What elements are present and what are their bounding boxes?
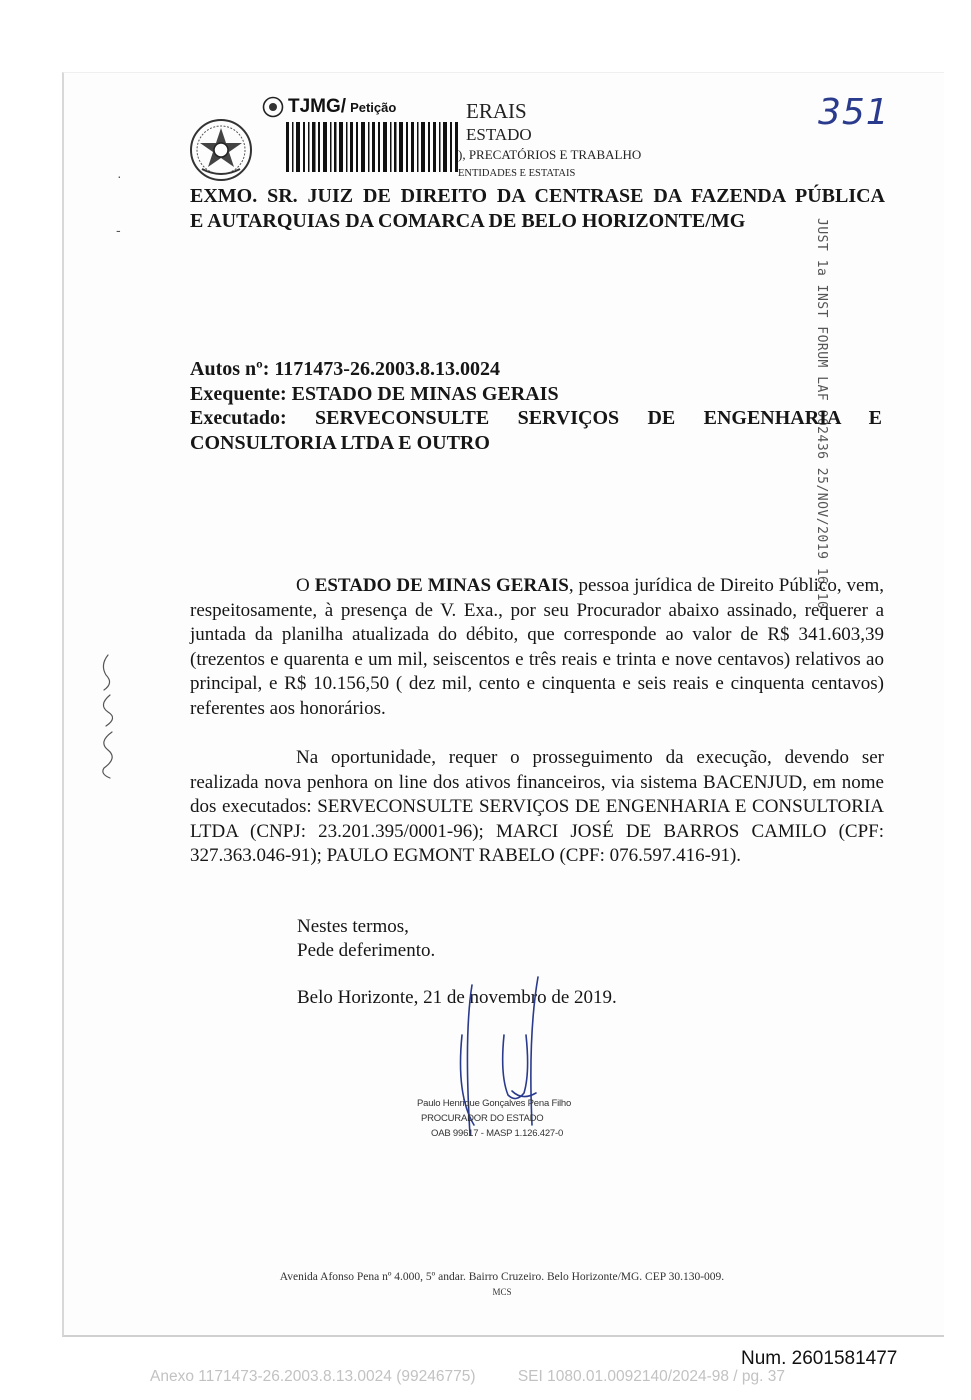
tjmg-sub-label: Petição xyxy=(350,99,397,115)
margin-mark: - xyxy=(116,222,121,238)
signer-registration: OAB 99617 - MASP 1.126.427-0 xyxy=(431,1128,564,1139)
p2-text: Na oportunidade, requer o prosseguimento da execução, devendo ser realizada nova penhora on line dos ativos financeiros, via sistema BACENJUD, em nome dos executados: SERVECONSULTE SERVIÇOS DE ENGENHARIA E CONSULTORIA LTDA (CNPJ: 23.201.395/0001-96); MARCI JOSÉ DE BARROS CAMILO (CPF: 327.363.046-91); PAULO EGMONT RABELO (CPF: 076.597.416-91). xyxy=(190,747,884,866)
closing-line-2: Pede deferimento. xyxy=(297,940,436,961)
header-line-2: ESTADO xyxy=(466,125,532,144)
autos-value: 1171473-26.2003.8.13.0024 xyxy=(274,358,500,380)
tjmg-label: TJMG/ xyxy=(288,96,347,117)
p1-intro: O xyxy=(296,575,310,596)
signer-role: PROCURADOR DO ESTADO xyxy=(421,1113,544,1124)
exequente-row xyxy=(190,382,882,407)
p1-bold: ESTADO DE MINAS GERAIS xyxy=(314,575,569,596)
case-info xyxy=(190,357,882,455)
p1-rest: , pessoa jurídica de Direito Público, vem, respeitosamente, à presença de V. Exa., por seu Procurador abaixo assinado, requerer a juntada da planilha atualizada do débito, que corresponde ao valor de R$ 341.603,39 (trezentos e quarenta e um mil, seiscentos e três reais e trinta e nove centavos) relativos ao principal, e R$ 10.156,50 ( dez mil, cento e cinquenta e seis reais e cinquenta centavos) referentes aos honorários. xyxy=(190,575,884,719)
tjmg-protocol-label xyxy=(262,96,462,178)
protocol-stamp: JUST 1a INST FORUM LAF 002436 25/NOV/2019 16:10 xyxy=(814,218,829,610)
tjmg-logo-icon xyxy=(262,96,284,118)
executado-row xyxy=(190,406,882,431)
exequente-value: ESTADO DE MINAS GERAIS xyxy=(291,382,559,405)
closing xyxy=(297,915,435,963)
footer-address: Avenida Afonso Pena nº 4.000, 5º andar. Bairro Cruzeiro. Belo Horizonte/MG. CEP 30.130-009. xyxy=(279,1271,725,1283)
margin-mark: · xyxy=(117,168,122,184)
state-seal-icon xyxy=(188,117,254,183)
barcode-icon xyxy=(284,122,460,172)
addressee-line-2: E AUTARQUIAS DA COMARCA DE BELO HORIZONTE/MG xyxy=(190,210,746,232)
executado-value-line-2: CONSULTORIA LTDA E OUTRO xyxy=(190,431,490,454)
autos-label: Autos nº: xyxy=(190,358,270,380)
signature-block xyxy=(417,1096,587,1141)
annex-reference: Anexo 1171473-26.2003.8.13.0024 (99246775) xyxy=(150,1368,476,1385)
exequente-label: Exequente: xyxy=(190,382,287,405)
closing-line-1: Nestes termos, xyxy=(297,916,409,937)
addressee-line-1: EXMO. SR. JUIZ DE DIREITO DA CENTRASE DA FAZENDA PÚBLICA xyxy=(190,185,885,207)
addressee xyxy=(190,184,885,234)
annex-line xyxy=(150,1368,850,1386)
header-line-4: ENTIDADES E ESTATAIS xyxy=(458,168,576,179)
header-line-3: ), PRECATÓRIOS E TRABALHO xyxy=(458,147,642,162)
margin-scribble-icon xyxy=(90,650,130,780)
paragraph-1 xyxy=(190,574,884,721)
document-number: Num. 2601581477 xyxy=(741,1348,898,1369)
executado-label: Executado: xyxy=(190,407,287,429)
signer-name: Paulo Henrique Gonçalves Pena Filho xyxy=(417,1098,572,1109)
executado-value-line-1: SERVECONSULTE SERVIÇOS DE ENGENHARIA E xyxy=(315,407,883,429)
footer-initials: MCS xyxy=(492,1287,512,1297)
autos-row xyxy=(190,357,882,382)
handwritten-page-number: 351 xyxy=(818,92,890,133)
sei-reference: SEI 1080.01.0092140/2024-98 / pg. 37 xyxy=(517,1368,785,1385)
paragraph-2 xyxy=(190,746,884,869)
date-line: Belo Horizonte, 21 de novembro de 2019. xyxy=(297,987,617,1008)
footer xyxy=(62,1270,942,1300)
header-line-1: ERAIS xyxy=(466,99,527,123)
